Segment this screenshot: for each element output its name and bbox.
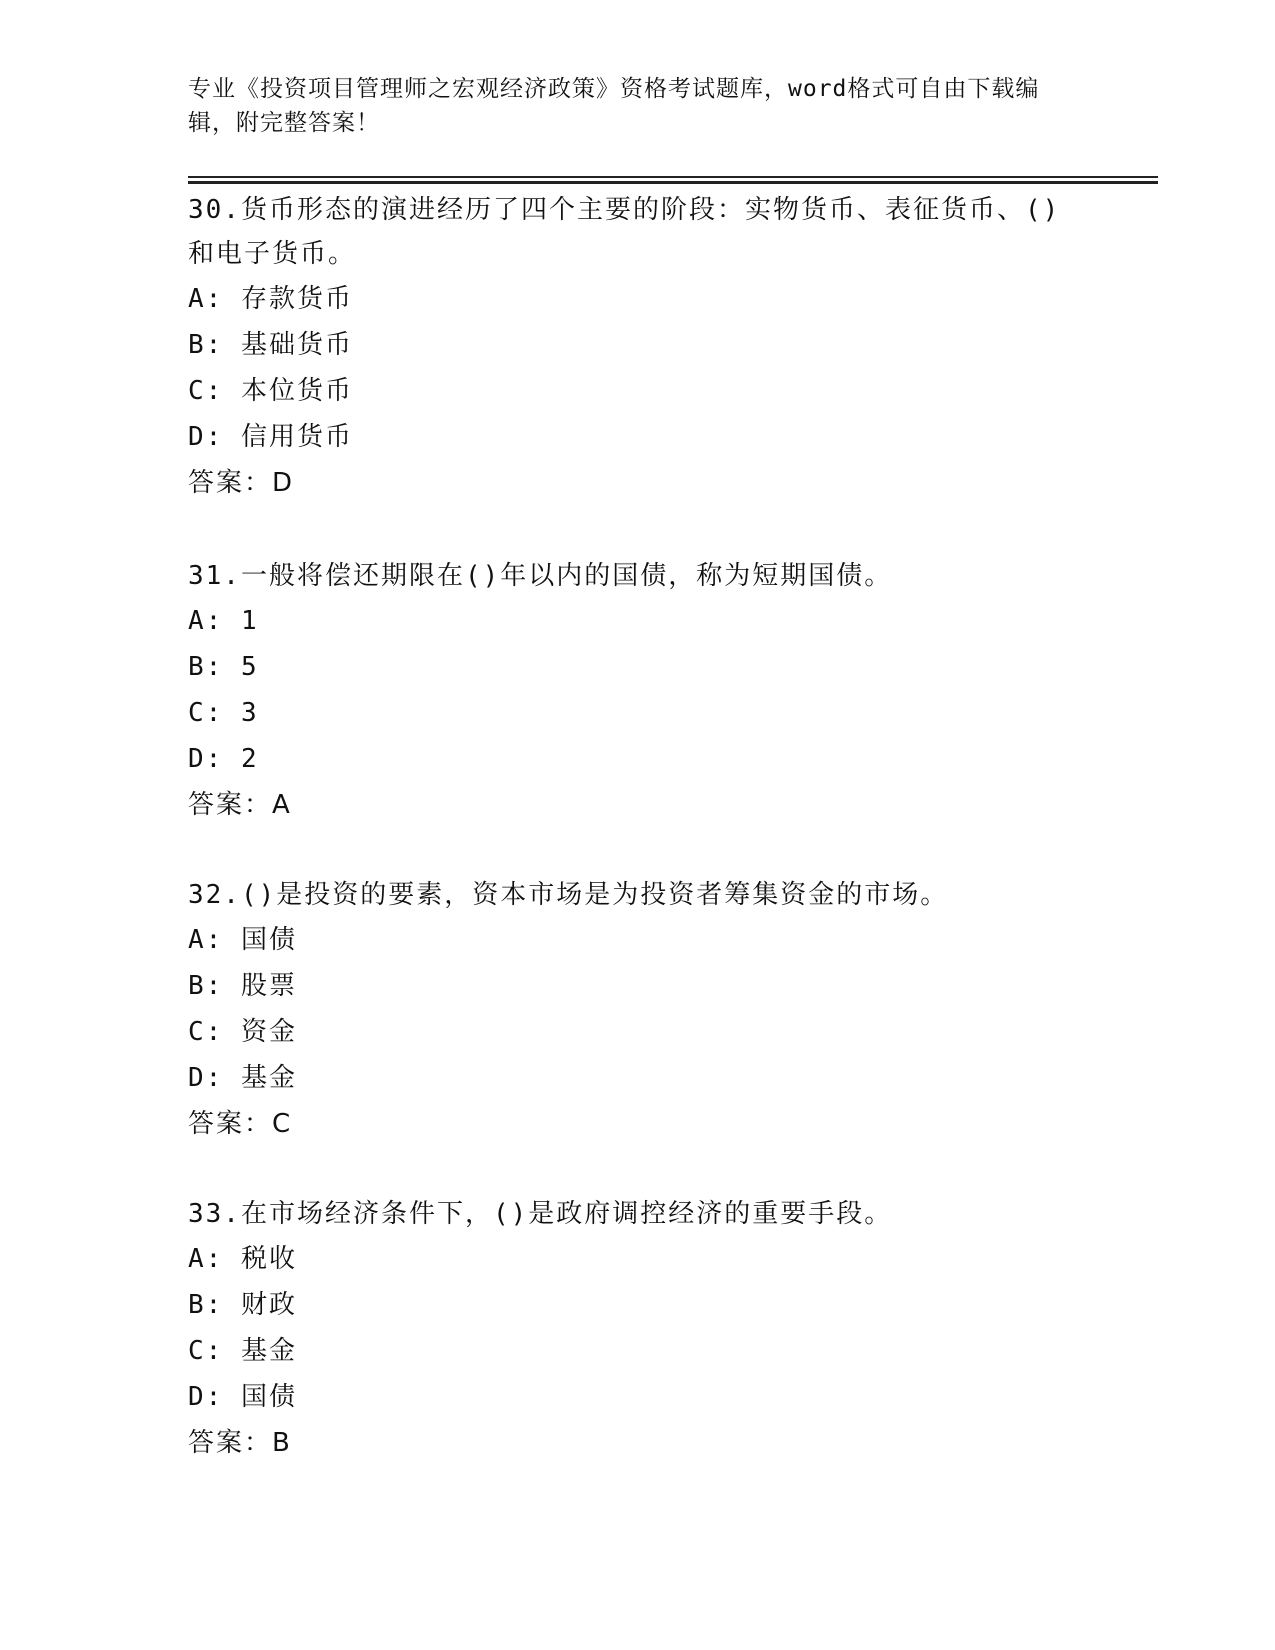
option-a: A: 存款货币 <box>188 284 353 314</box>
answer: 答案：A <box>188 790 292 820</box>
option-c: C: 资金 <box>188 1017 297 1047</box>
answer: 答案：C <box>188 1109 293 1139</box>
header-line-1: 专业《投资项目管理师之宏观经济政策》资格考试题库，word格式可自由下载编 <box>188 76 1040 102</box>
option-d: D: 信用货币 <box>188 422 353 452</box>
question-stem: 33.在市场经济条件下，()是政府调控经济的重要手段。 <box>188 1199 893 1229</box>
question-stem-continued: 和电子货币。 <box>188 239 357 269</box>
option-a: A: 1 <box>188 606 259 636</box>
option-b: B: 股票 <box>188 971 297 1001</box>
option-d: D: 国债 <box>188 1382 297 1412</box>
question-stem: 32.()是投资的要素，资本市场是为投资者筹集资金的市场。 <box>188 880 949 910</box>
document-header <box>188 72 1088 140</box>
question-stem: 30.货币形态的演进经历了四个主要的阶段：实物货币、表征货币、() <box>188 195 1061 225</box>
option-a: A: 税收 <box>188 1244 297 1274</box>
header-line-2: 辑，附完整答案！ <box>188 110 380 136</box>
option-d: D: 2 <box>188 744 259 774</box>
answer: 答案：B <box>188 1428 292 1458</box>
option-b: B: 基础货币 <box>188 330 353 360</box>
header-divider-thick <box>188 181 1158 184</box>
option-c: C: 本位货币 <box>188 376 353 406</box>
option-d: D: 基金 <box>188 1063 297 1093</box>
option-c: C: 3 <box>188 698 259 728</box>
option-b: B: 财政 <box>188 1290 297 1320</box>
header-divider-thin <box>188 176 1158 178</box>
option-a: A: 国债 <box>188 925 297 955</box>
question-30 <box>188 188 1088 506</box>
answer: 答案：D <box>188 468 295 498</box>
question-31 <box>188 554 1088 828</box>
option-b: B: 5 <box>188 652 259 682</box>
option-c: C: 基金 <box>188 1336 297 1366</box>
question-33 <box>188 1192 1088 1466</box>
question-stem: 31.一般将偿还期限在()年以内的国债，称为短期国债。 <box>188 561 893 591</box>
question-32 <box>188 873 1088 1147</box>
